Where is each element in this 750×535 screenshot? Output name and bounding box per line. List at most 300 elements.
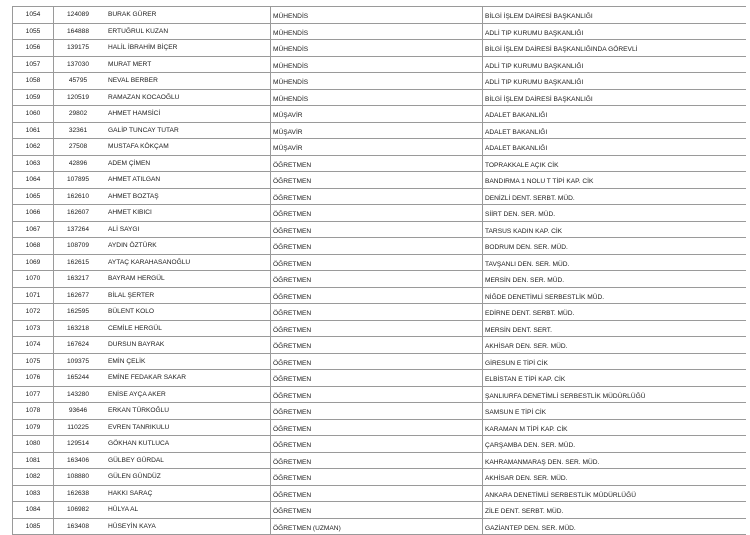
row-number-cell (12, 255, 54, 271)
row-number: 1074 (26, 341, 41, 348)
person-name: AYTAÇ KARAHASANOĞLU (108, 259, 190, 266)
job-title: ÖĞRETMEN (273, 409, 311, 416)
job-title-cell (270, 469, 478, 485)
row-number: 1072 (26, 308, 41, 315)
person-name-cell (106, 519, 268, 535)
row-number: 1064 (26, 176, 41, 183)
institution: TARSUS KADIN KAP. CİK (485, 228, 562, 235)
institution: ÇARŞAMBA DEN. SER. MÜD. (485, 442, 575, 449)
job-title: MÜHENDİS (273, 30, 308, 37)
registry-number-cell (53, 73, 103, 89)
row-number-cell (12, 321, 54, 337)
table-row (12, 6, 746, 24)
job-title-cell (270, 123, 478, 139)
registry-number-cell (53, 436, 103, 452)
registry-number-cell (53, 123, 103, 139)
institution: KARAMAN M TİPİ KAP. CİK (485, 426, 568, 433)
registry-number: 137264 (67, 226, 89, 233)
job-title-cell (270, 354, 478, 370)
institution-cell (482, 7, 747, 23)
person-name: HALİL İBRAHİM BİÇER (108, 44, 177, 51)
row-number-cell (12, 24, 54, 40)
institution-cell (482, 123, 747, 139)
table-row (12, 304, 746, 321)
registry-number-cell (53, 502, 103, 518)
job-title: MÜŞAVİR (273, 145, 303, 152)
job-title: MÜHENDİS (273, 13, 308, 20)
table-row (12, 403, 746, 420)
institution-cell (482, 304, 747, 320)
job-title-cell (270, 7, 478, 23)
row-number: 1076 (26, 374, 41, 381)
person-name: AHMET ATILGAN (108, 176, 160, 183)
person-name-cell (106, 189, 268, 205)
institution: BODRUM DEN. SER. MÜD. (485, 244, 568, 251)
institution: TAVŞANLI DEN. SER. MÜD. (485, 261, 569, 268)
registry-number: 93646 (69, 407, 87, 414)
job-title-cell (270, 238, 478, 254)
registry-number: 163217 (67, 275, 89, 282)
job-title: MÜHENDİS (273, 96, 308, 103)
job-title: ÖĞRETMEN (273, 162, 311, 169)
registry-number: 29802 (69, 110, 87, 117)
registry-number: 163406 (67, 457, 89, 464)
person-name: NEVAL BERBER (108, 77, 158, 84)
registry-number: 139175 (67, 44, 89, 51)
job-title: ÖĞRETMEN (273, 310, 311, 317)
job-title: ÖĞRETMEN (273, 211, 311, 218)
registry-number-cell (53, 222, 103, 238)
row-number-cell (12, 354, 54, 370)
institution: ADALET BAKANLIĞI (485, 112, 547, 119)
institution-cell (482, 238, 747, 254)
institution-cell (482, 453, 747, 469)
job-title: ÖĞRETMEN (273, 244, 311, 251)
row-number-cell (12, 73, 54, 89)
table-row (12, 57, 746, 74)
person-name-cell (106, 420, 268, 436)
person-name-cell (106, 205, 268, 221)
person-name-cell (106, 57, 268, 73)
person-name-cell (106, 271, 268, 287)
table-row (12, 453, 746, 470)
person-name: AHMET HAMSİCİ (108, 110, 160, 117)
person-name-cell (106, 502, 268, 518)
person-name-cell (106, 436, 268, 452)
table-row (12, 106, 746, 123)
registry-number-cell (53, 205, 103, 221)
row-number: 1063 (26, 160, 41, 167)
person-name: DURSUN BAYRAK (108, 341, 164, 348)
row-number-cell (12, 7, 54, 23)
person-name: HÜLYA AL (108, 506, 138, 513)
institution-cell (482, 486, 747, 502)
institution: EDİRNE DENT. SERBT. MÜD. (485, 310, 574, 317)
person-name: AHMET KIBICI (108, 209, 152, 216)
institution-cell (482, 205, 747, 221)
registry-number-cell (53, 189, 103, 205)
job-title: ÖĞRETMEN (273, 277, 311, 284)
job-title: ÖĞRETMEN (273, 442, 311, 449)
registry-number-cell (53, 238, 103, 254)
registry-number: 108880 (67, 473, 89, 480)
job-title: ÖĞRETMEN (273, 360, 311, 367)
row-number: 1084 (26, 506, 41, 513)
table-row (12, 502, 746, 519)
row-number-cell (12, 189, 54, 205)
job-title-cell (270, 436, 478, 452)
registry-number: 143280 (67, 391, 89, 398)
person-name: ERTUĞRUL KUZAN (108, 28, 168, 35)
person-name-cell (106, 304, 268, 320)
institution: ADLİ TIP KURUMU BAŞKANLIĞI (485, 30, 583, 37)
institution-cell (482, 156, 747, 172)
job-title: ÖĞRETMEN (273, 459, 311, 466)
person-name: BİLAL ŞERTER (108, 292, 154, 299)
institution-cell (482, 271, 747, 287)
table-row (12, 172, 746, 189)
row-number-cell (12, 519, 54, 535)
institution-cell (482, 370, 747, 386)
registry-number: 164888 (67, 28, 89, 35)
registry-number-cell (53, 403, 103, 419)
person-name: BÜLENT KOLO (108, 308, 154, 315)
registry-number: 107895 (67, 176, 89, 183)
row-number-cell (12, 436, 54, 452)
person-name: GÜLBEY GÜRDAL (108, 457, 164, 464)
person-name: RAMAZAN KOCAOĞLU (108, 94, 179, 101)
table-row (12, 24, 746, 41)
row-number-cell (12, 106, 54, 122)
registry-number-cell (53, 271, 103, 287)
institution-cell (482, 288, 747, 304)
institution: ADALET BAKANLIĞI (485, 145, 547, 152)
job-title: ÖĞRETMEN (273, 393, 311, 400)
row-number: 1068 (26, 242, 41, 249)
job-title: ÖĞRETMEN (273, 492, 311, 499)
row-number: 1071 (26, 292, 41, 299)
institution: BİLGİ İŞLEM DAİRESİ BAŞKANLIĞI (485, 13, 593, 20)
institution-cell (482, 139, 747, 155)
person-name: GÜLEN GÜNDÜZ (108, 473, 161, 480)
institution-cell (482, 172, 747, 188)
registry-number-cell (53, 24, 103, 40)
row-number: 1082 (26, 473, 41, 480)
job-title-cell (270, 304, 478, 320)
registry-number: 162610 (67, 193, 89, 200)
job-title-cell (270, 420, 478, 436)
registry-number: 162607 (67, 209, 89, 216)
job-title-cell (270, 222, 478, 238)
job-title-cell (270, 370, 478, 386)
registry-number-cell (53, 337, 103, 353)
registry-number: 110225 (67, 424, 89, 431)
registry-number: 124089 (67, 11, 89, 18)
job-title-cell (270, 337, 478, 353)
registry-number: 108709 (67, 242, 89, 249)
registry-number: 165244 (67, 374, 89, 381)
institution-cell (482, 321, 747, 337)
institution-cell (482, 387, 747, 403)
person-name-cell (106, 469, 268, 485)
person-name: HÜSEYİN KAYA (108, 523, 156, 530)
person-name-cell (106, 7, 268, 23)
job-title-cell (270, 172, 478, 188)
row-number-cell (12, 403, 54, 419)
row-number: 1059 (26, 94, 41, 101)
institution-cell (482, 24, 747, 40)
job-title: MÜHENDİS (273, 63, 308, 70)
registry-number-cell (53, 370, 103, 386)
row-number: 1079 (26, 424, 41, 431)
institution: GİRESUN E TİPİ CİK (485, 360, 548, 367)
person-name: ALİ SAYGI (108, 226, 139, 233)
row-number: 1060 (26, 110, 41, 117)
row-number-cell (12, 337, 54, 353)
institution: ANKARA DENETİMLİ SERBESTLİK MÜDÜRLÜĞÜ (485, 492, 636, 499)
job-title-cell (270, 387, 478, 403)
registry-number: 167624 (67, 341, 89, 348)
job-title-cell (270, 24, 478, 40)
person-name-cell (106, 387, 268, 403)
institution: BİLGİ İŞLEM DAİRESİ BAŞKANLIĞINDA GÖREVLİ (485, 46, 637, 53)
registry-number-cell (53, 106, 103, 122)
registry-number: 42896 (69, 160, 87, 167)
registry-number-cell (53, 304, 103, 320)
table-row (12, 288, 746, 305)
row-number-cell (12, 486, 54, 502)
job-title-cell (270, 40, 478, 56)
job-title: ÖĞRETMEN (273, 178, 311, 185)
table-row (12, 370, 746, 387)
institution: KAHRAMANMARAŞ DEN. SER. MÜD. (485, 459, 599, 466)
institution-cell (482, 354, 747, 370)
person-name: ENİSE AYÇA AKER (108, 391, 166, 398)
registry-number-cell (53, 57, 103, 73)
institution: AKHİSAR DEN. SER. MÜD. (485, 343, 567, 350)
row-number-cell (12, 123, 54, 139)
registry-number: 163218 (67, 325, 89, 332)
job-title-cell (270, 403, 478, 419)
row-number-cell (12, 139, 54, 155)
registry-number: 27508 (69, 143, 87, 150)
job-title-cell (270, 453, 478, 469)
registry-number-cell (53, 354, 103, 370)
registry-number-cell (53, 156, 103, 172)
registry-number: 129514 (67, 440, 89, 447)
personnel-table (12, 6, 746, 535)
person-name: ADEM ÇİMEN (108, 160, 150, 167)
institution-cell (482, 519, 747, 535)
row-number-cell (12, 370, 54, 386)
job-title-cell (270, 156, 478, 172)
job-title: ÖĞRETMEN (273, 426, 311, 433)
person-name-cell (106, 24, 268, 40)
registry-number-cell (53, 172, 103, 188)
institution: GAZİANTEP DEN. SER. MÜD. (485, 525, 576, 532)
job-title-cell (270, 90, 478, 106)
row-number-cell (12, 205, 54, 221)
table-row (12, 469, 746, 486)
row-number: 1058 (26, 77, 41, 84)
registry-number: 106982 (67, 506, 89, 513)
job-title-cell (270, 57, 478, 73)
table-row (12, 486, 746, 503)
table-row (12, 337, 746, 354)
job-title: MÜŞAVİR (273, 112, 303, 119)
registry-number: 109375 (67, 358, 89, 365)
row-number-cell (12, 453, 54, 469)
job-title: ÖĞRETMEN (273, 343, 311, 350)
table-row (12, 222, 746, 239)
row-number-cell (12, 304, 54, 320)
institution-cell (482, 420, 747, 436)
row-number: 1067 (26, 226, 41, 233)
job-title-cell (270, 321, 478, 337)
registry-number: 45795 (69, 77, 87, 84)
job-title: ÖĞRETMEN (UZMAN) (273, 525, 341, 532)
row-number: 1054 (26, 11, 41, 18)
job-title-cell (270, 189, 478, 205)
row-number: 1081 (26, 457, 41, 464)
institution-cell (482, 90, 747, 106)
person-name-cell (106, 139, 268, 155)
person-name: EVREN TANRIKULU (108, 424, 169, 431)
row-number-cell (12, 156, 54, 172)
person-name: GÖKHAN KUTLUCA (108, 440, 169, 447)
institution-cell (482, 403, 747, 419)
person-name: AHMET BOZTAŞ (108, 193, 159, 200)
person-name-cell (106, 255, 268, 271)
job-title-cell (270, 288, 478, 304)
institution: ZİLE DENT. SERBT. MÜD. (485, 508, 563, 515)
institution-cell (482, 57, 747, 73)
person-name: ERKAN TÜRKOĞLU (108, 407, 169, 414)
person-name-cell (106, 370, 268, 386)
table-row (12, 387, 746, 404)
institution: SİİRT DEN. SER. MÜD. (485, 211, 555, 218)
row-number: 1056 (26, 44, 41, 51)
row-number: 1085 (26, 523, 41, 530)
row-number-cell (12, 420, 54, 436)
job-title-cell (270, 255, 478, 271)
person-name-cell (106, 321, 268, 337)
institution: ADLİ TIP KURUMU BAŞKANLIĞI (485, 79, 583, 86)
table-row (12, 354, 746, 371)
row-number: 1070 (26, 275, 41, 282)
job-title: ÖĞRETMEN (273, 376, 311, 383)
row-number: 1078 (26, 407, 41, 414)
row-number-cell (12, 288, 54, 304)
job-title: ÖĞRETMEN (273, 327, 311, 334)
institution: MERSİN DEN. SER. MÜD. (485, 277, 564, 284)
registry-number-cell (53, 486, 103, 502)
person-name-cell (106, 238, 268, 254)
person-name-cell (106, 123, 268, 139)
registry-number-cell (53, 453, 103, 469)
institution: DENİZLİ DENT. SERBT. MÜD. (485, 195, 575, 202)
job-title-cell (270, 502, 478, 518)
institution: ELBİSTAN E TİPİ KAP. CİK (485, 376, 565, 383)
table-row (12, 519, 746, 535)
job-title-cell (270, 139, 478, 155)
person-name: BURAK GÜRER (108, 11, 156, 18)
table-row (12, 40, 746, 57)
registry-number-cell (53, 288, 103, 304)
table-row (12, 156, 746, 173)
registry-number: 163408 (67, 523, 89, 530)
job-title: ÖĞRETMEN (273, 475, 311, 482)
person-name-cell (106, 222, 268, 238)
person-name-cell (106, 486, 268, 502)
job-title-cell (270, 519, 478, 535)
job-title: ÖĞRETMEN (273, 508, 311, 515)
row-number: 1061 (26, 127, 41, 134)
institution-cell (482, 106, 747, 122)
person-name: MUSTAFA KÖKÇAM (108, 143, 169, 150)
table-row (12, 189, 746, 206)
institution: AKHİSAR DEN. SER. MÜD. (485, 475, 567, 482)
institution-cell (482, 337, 747, 353)
row-number: 1057 (26, 61, 41, 68)
row-number-cell (12, 271, 54, 287)
job-title: MÜHENDİS (273, 79, 308, 86)
person-name-cell (106, 156, 268, 172)
registry-number: 120519 (67, 94, 89, 101)
institution: TOPRAKKALE AÇIK CİK (485, 162, 559, 169)
row-number: 1062 (26, 143, 41, 150)
row-number-cell (12, 57, 54, 73)
institution: BİLGİ İŞLEM DAİRESİ BAŞKANLIĞI (485, 96, 593, 103)
row-number: 1073 (26, 325, 41, 332)
person-name: GALİP TUNCAY TUTAR (108, 127, 179, 134)
job-title: ÖĞRETMEN (273, 261, 311, 268)
person-name-cell (106, 40, 268, 56)
table-row (12, 420, 746, 437)
job-title-cell (270, 73, 478, 89)
row-number-cell (12, 90, 54, 106)
institution-cell (482, 73, 747, 89)
institution: ADALET BAKANLIĞI (485, 129, 547, 136)
row-number-cell (12, 222, 54, 238)
job-title-cell (270, 271, 478, 287)
institution-cell (482, 436, 747, 452)
institution: BANDIRMA 1 NOLU T TİPİ KAP. CİK (485, 178, 593, 185)
registry-number: 162615 (67, 259, 89, 266)
row-number-cell (12, 40, 54, 56)
job-title-cell (270, 106, 478, 122)
institution: ŞANLIURFA DENETİMLİ SERBESTLİK MÜDÜRLÜĞÜ (485, 393, 645, 400)
institution-cell (482, 255, 747, 271)
person-name-cell (106, 354, 268, 370)
person-name-cell (106, 337, 268, 353)
registry-number-cell (53, 469, 103, 485)
institution-cell (482, 40, 747, 56)
job-title: MÜŞAVİR (273, 129, 303, 136)
row-number-cell (12, 387, 54, 403)
row-number-cell (12, 172, 54, 188)
registry-number-cell (53, 7, 103, 23)
registry-number-cell (53, 519, 103, 535)
institution: MERSİN DENT. SERT. (485, 327, 552, 334)
registry-number: 162595 (67, 308, 89, 315)
job-title: ÖĞRETMEN (273, 195, 311, 202)
table-row (12, 436, 746, 453)
registry-number: 162677 (67, 292, 89, 299)
row-number: 1055 (26, 28, 41, 35)
registry-number-cell (53, 255, 103, 271)
institution: SAMSUN E TİPİ CİK (485, 409, 546, 416)
